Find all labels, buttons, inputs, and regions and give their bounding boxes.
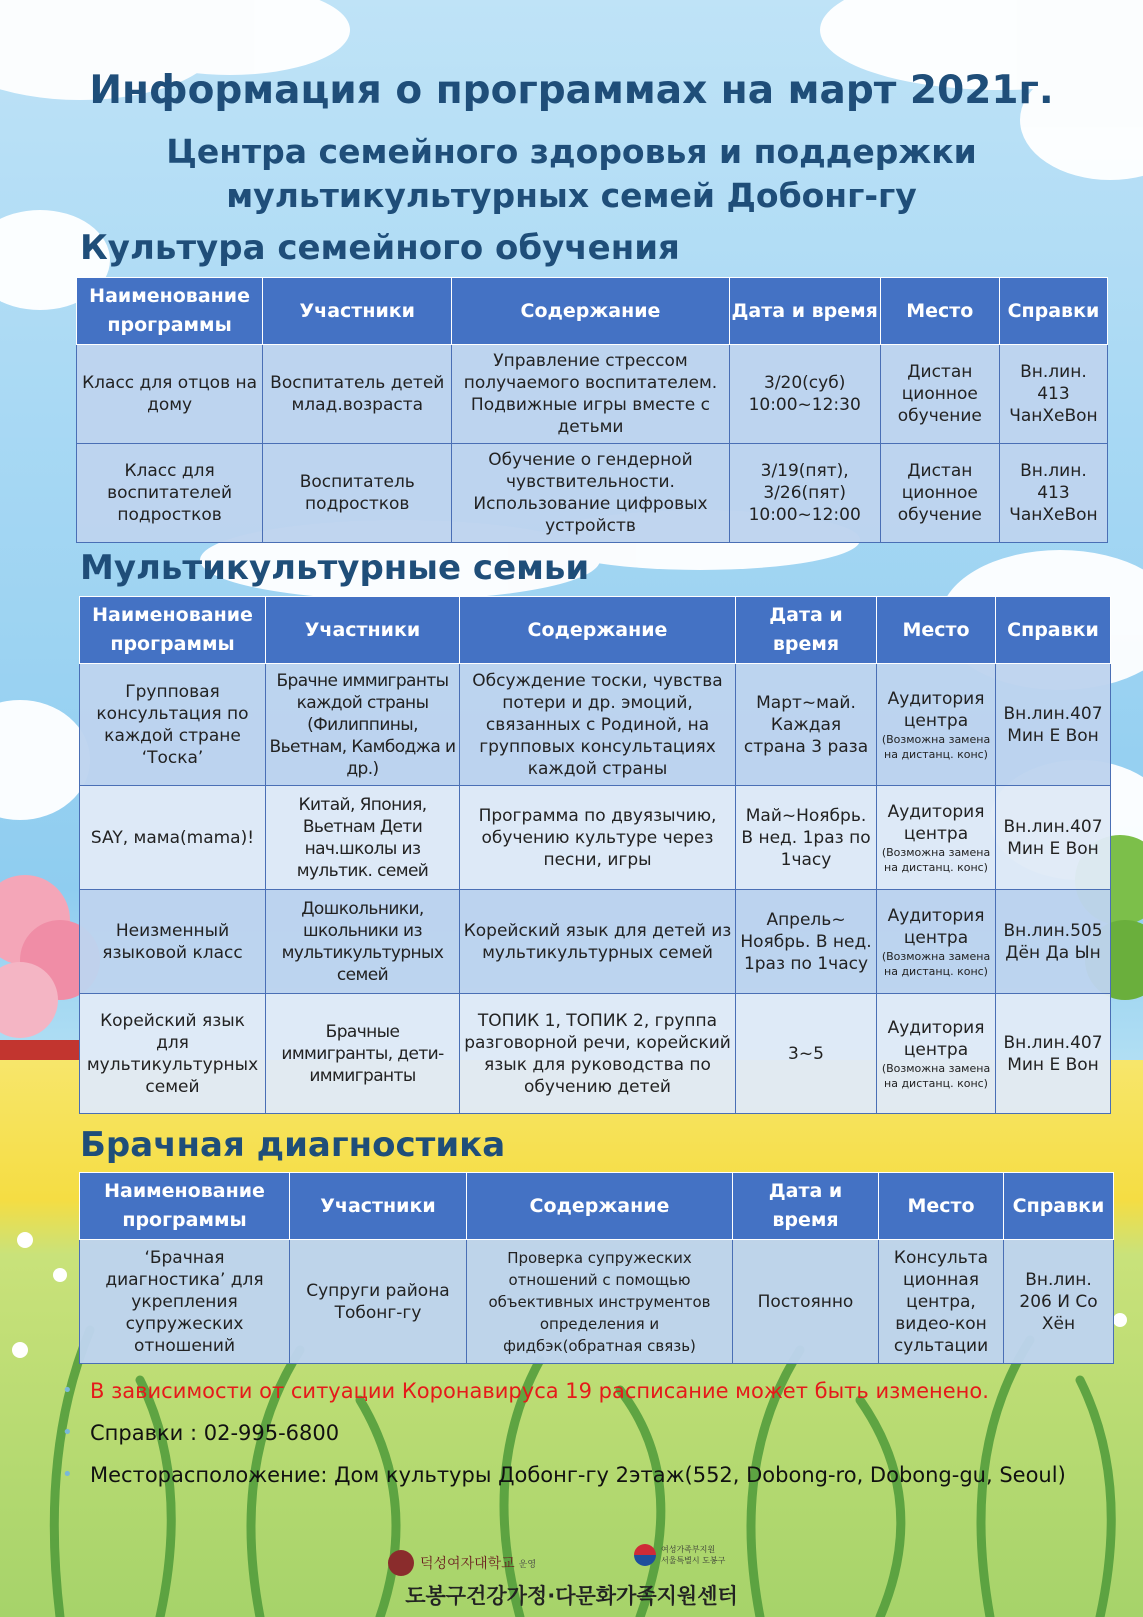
header-participants: Участники — [263, 278, 452, 345]
university-emblem-icon — [388, 1550, 414, 1576]
header-place: Место — [880, 278, 999, 345]
taegeuk-icon — [634, 1544, 656, 1566]
ministry-logo: 여성가족부지원 서울특별시 도봉구 — [634, 1544, 725, 1566]
notes-list — [62, 1370, 1122, 1496]
page-subtitle: Центра семейного здоровья и поддержки мультикультурных семей Добонг-гу — [166, 132, 977, 215]
table-row: Групповая консультация по каждой стране ‘Тоска’ Брачне иммигранты каждой страны (Филиппины, Вьетнам, Камбоджа и др.) Обсуждение тоски, чувства потери и др. эмоций, связанных с Родиной, на групповых консультациях каждой страны Март~май. Каждая страна 3 раза Аудитория центра (Возможна замена на дистанц. конс) Вн.лин.407 Мин Е Вон — [80, 664, 1111, 786]
header-datetime: Дата и время — [729, 278, 880, 345]
table-family-education — [76, 277, 1108, 543]
header-info: Справки — [999, 278, 1107, 345]
header-name: Наименование программы — [77, 278, 263, 345]
table-row: Корейский язык для мультикультурных семей Брачные иммигранты, дети-иммигранты ТОПИК 1, ТОПИК 2, группа разговорной речи, корейский язык для руководства по обучению детей 3~5 Аудитория центра (Возможна замена на дистанц. конс) Вн.лин.407 Мин Е Вон — [80, 994, 1111, 1114]
table-header-row: Наименование программы Участники Содержание Дата и время Место Справки — [80, 1173, 1114, 1240]
location-info: • Месторасположение: Дом культуры Добонг-гу 2этаж(552, Dobong-ro, Dobong-gu, Seoul) — [62, 1454, 1122, 1496]
section-title-multicultural: Мультикультурные семьи — [80, 548, 590, 588]
header-content: Содержание — [452, 278, 729, 345]
table-row: Класс для воспитателей подростков Воспитатель подростков Обучение о гендерной чувствительности. Использование цифровых устройств 3/19(пят), 3/26(пят) 10:00~12:00 Дистан ционное обучение Вн.лин. 413 ЧанХеВон — [77, 444, 1108, 543]
table-row: Класс для отцов на дому Воспитатель детей млад.возраста Управление стрессом получаемого воспитателем. Подвижные игры вместе с детьми 3/20(суб) 10:00~12:30 Дистан ционное обучение Вн.лин. 413 ЧанХеВон — [77, 345, 1108, 444]
table-row: SAY, мама(mama)! Китай, Япония, Вьетнам Дети нач.школы из мультик. семей Программа по двуязычию, обучению культуре через песни, игры Май~Ноябрь. В нед. 1раз по 1часу Аудитория центра (Возможна замена на дистанц. конс) Вн.лин.407 Мин Е Вон — [80, 786, 1111, 890]
covid-notice: • В зависимости от ситуации Коронавируса 19 расписание может быть изменено. — [62, 1370, 1122, 1412]
table-header-row — [77, 278, 1108, 345]
page-title: Информация о программах на март 2021г. — [89, 68, 1054, 113]
table-multicultural — [79, 596, 1111, 1114]
phone-info: • Справки : 02-995-6800 — [62, 1412, 1122, 1454]
table-row: Неизменный языковой класс Дошкольники, школьники из мультикультурных семей Корейский язык для детей из мультикультурных семей Апрель~ Ноябрь. В нед. 1раз по 1часу Аудитория центра (Возможна замена на дистанц. конс) Вн.лин.505 Дён Да Ын — [80, 890, 1111, 994]
table-row: ‘Брачная диагностика’ для укрепления супружеских отношений Супруги района Тобонг-гу Проверка супружеских отношений с помощью объективных инструментов определения и фидбэк(обратная связь) Постоянно Консульта ционная центра, видео-кон сультации Вн.лин. 206 И Со Хён — [80, 1240, 1114, 1364]
section-title-family-education: Культура семейного обучения — [80, 228, 680, 268]
center-name: 도봉구건강가정·다문화가족지원센터 — [405, 1584, 738, 1608]
university-logo: 덕성여자대학교 운영 — [388, 1550, 536, 1576]
table-marriage-diagnostics — [79, 1172, 1114, 1364]
table-header-row: Наименование программы Участники Содержание Дата и время Место Справки — [80, 597, 1111, 664]
section-title-marriage-diagnostics: Брачная диагностика — [80, 1125, 506, 1165]
